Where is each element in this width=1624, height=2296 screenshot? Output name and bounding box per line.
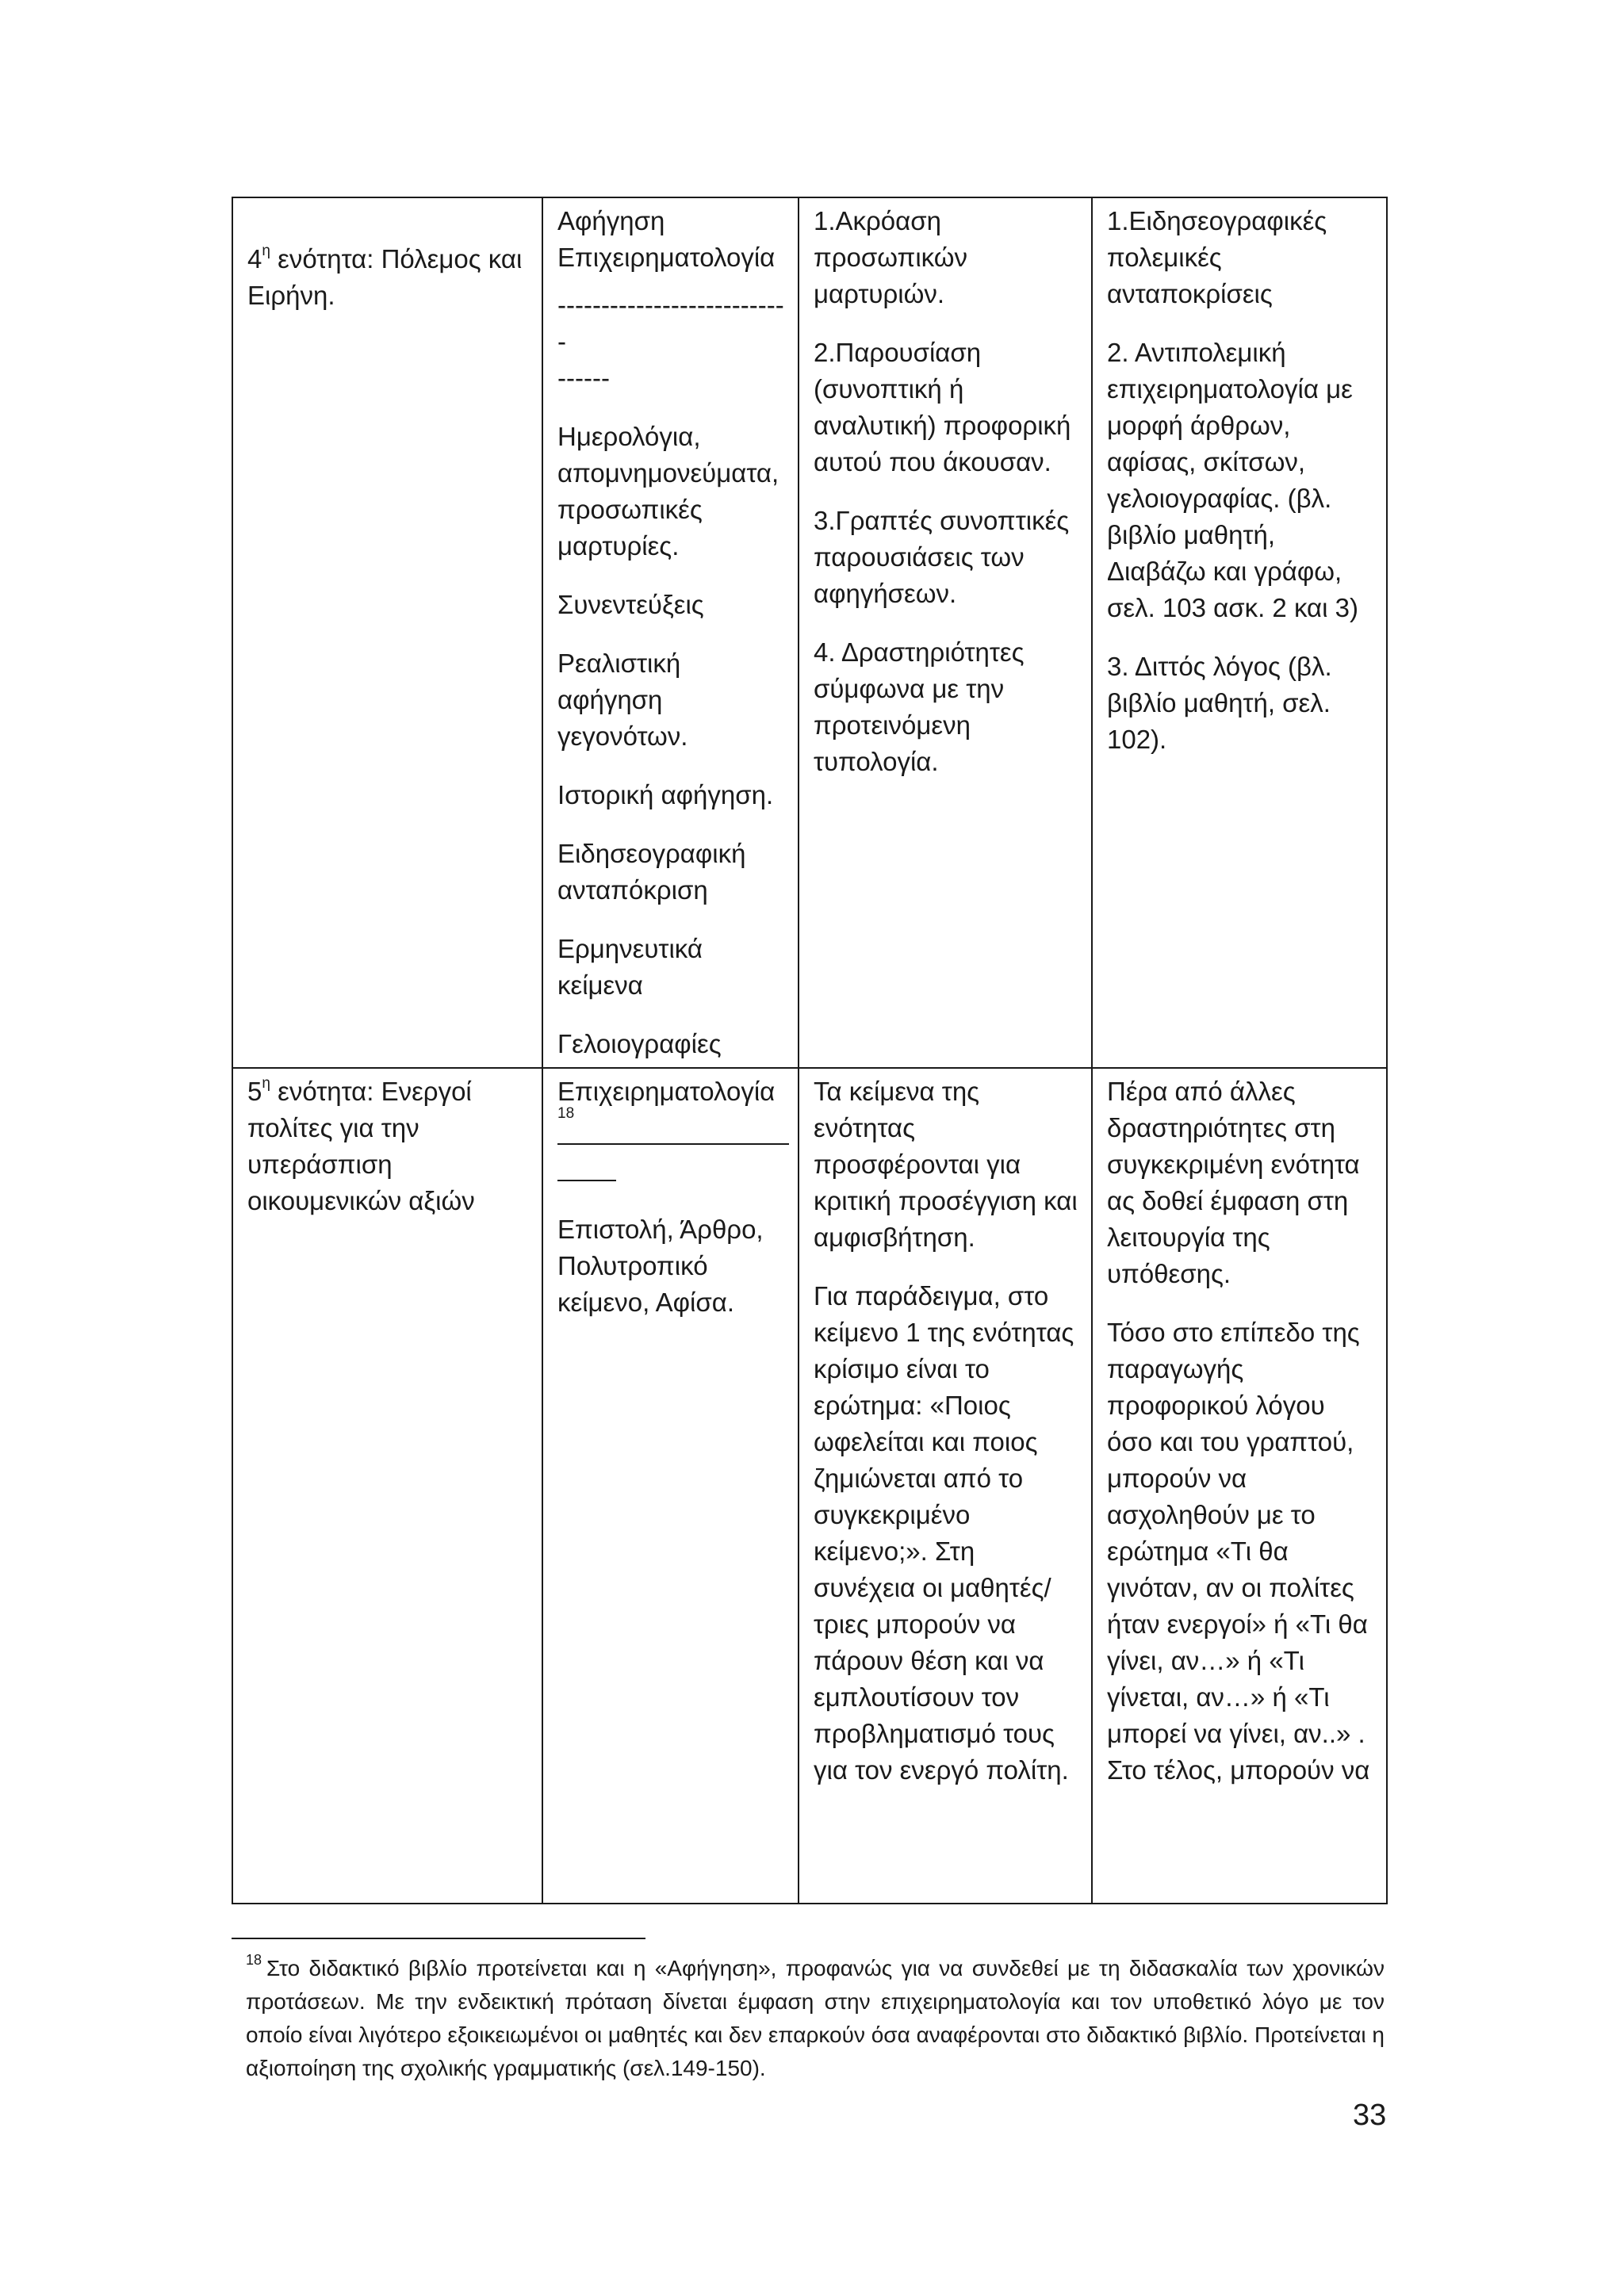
note-item: 1.Ειδησεογραφικές πολεμικές ανταποκρίσεις (1107, 206, 1327, 308)
notes-cell (1092, 1068, 1387, 1904)
genre-item: Ερμηνευτικά κείμενα (557, 934, 703, 1000)
genre-heading: Επιχειρηματολογία (557, 1077, 776, 1106)
unit-title: $4^\eta$ ενότητα: Πόλεμος και Ειρήνη. (247, 243, 523, 310)
text-genres-cell (542, 197, 799, 1068)
note-item: 3. Διττός λόγος (βλ. βιβλίο μαθητή, σελ. 102). (1107, 652, 1332, 754)
text-genres-cell (542, 1068, 799, 1904)
genre-heading: Επιχειρηματολογία (557, 243, 776, 272)
horizontal-rule (557, 1180, 616, 1181)
activities-cell (799, 1068, 1092, 1904)
curriculum-table (232, 197, 1388, 1904)
table-row-unit-4 (232, 197, 1387, 1068)
genre-item: Ειδησεογραφική ανταπόκριση (557, 839, 746, 905)
note-item: 2. Αντιπολεμική επιχειρηματολογία με μορφή άρθρων, αφίσας, σκίτσων, γελοιογραφίας. (βλ. βιβλίο μαθητή, Διαβάζω και γράφω, σελ. 103 ασκ. 2 και 3) (1107, 338, 1358, 622)
genre-item: Γελοιογραφίες (557, 1029, 722, 1058)
footnote-separator (232, 1938, 645, 1939)
notes-cell (1092, 197, 1387, 1068)
activity-item: 3.Γραπτές συνοπτικές παρουσιάσεις των αφηγήσεων. (814, 506, 1070, 608)
unit-title: $5^\eta$ ενότητα: Ενεργοί πολίτες για την υπεράσπιση οικουμενικών αξιών (247, 1075, 475, 1215)
unit-cell (232, 197, 542, 1068)
footnote (246, 1952, 1385, 2085)
note-item: Πέρα από άλλες δραστηριότητες στη συγκεκριμένη ενότητα ας δοθεί έμφαση στη λειτουργία της υπόθεσης. (1107, 1077, 1360, 1288)
footnote-number: 18 (246, 1951, 262, 1968)
page-number: 33 (1353, 2099, 1387, 2132)
activity-item: Για παράδειγμα, στο κείμενο 1 της ενότητας κρίσιμο είναι το ερώτημα: «Ποιος ωφελείται και ποιος ζημιώνεται από το συγκεκριμένο κείμενο;». Στη συνέχεια οι μαθητές/τριες μπορούν να πάρουν θέση και να εμπλουτίσουν τον προβληματισμό τους για τον ενεργό πολίτη. (814, 1281, 1074, 1785)
activity-item: 1.Ακρόαση προσωπικών μαρτυριών. (814, 206, 968, 308)
genre-item: Ιστορική αφήγηση. (557, 780, 774, 809)
rule-group (557, 1143, 785, 1181)
footnote-reference: 18 (557, 1105, 575, 1122)
genre-item: Ρεαλιστική αφήγηση γεγονότων. (557, 649, 688, 751)
genre-item: Επιστολή, Άρθρο, Πολυτροπικό κείμενο, Αφίσα. (557, 1215, 764, 1317)
footnote-text: Στο διδακτικό βιβλίο προτείνεται και η «Αφήγηση», προφανώς για να συνδεθεί με τη διδασκαλία των χρονικών προτάσεων. Με την ενδεικτική πρόταση δίνεται έμφαση στην επιχειρηματολογία και τον υποθετικό λόγο με τον οποίο είναι λιγότερο εξοικειωμένοι οι μαθητές και δεν επαρκούν όσα αναφέρονται στο διδακτικό βιβλίο. Προτείνεται η αξιοποίηση της σχολικής γραμματικής (σελ.149-150). (246, 1956, 1385, 2080)
unit-cell (232, 1068, 542, 1904)
note-item: Τόσο στο επίπεδο της παραγωγής προφορικού λόγου όσο και του γραπτού, μπορούν να ασχοληθούν με το ερώτημα «Τι θα γινόταν, αν οι πολίτες ήταν ενεργοί» ή «Τι θα γίνει, αν…» ή «Τι γίνεται, αν…» ή «Τι μπορεί να γίνει, αν..» . Στο τέλος, μπορούν να (1107, 1318, 1370, 1785)
dashed-divider: ------ (557, 363, 610, 392)
table-row-unit-5 (232, 1068, 1387, 1904)
genre-heading: Αφήγηση (557, 206, 665, 235)
horizontal-rule (557, 1143, 789, 1145)
activity-item: Τα κείμενα της ενότητας προσφέρονται για κριτική προσέγγιση και αμφισβήτηση. (814, 1077, 1078, 1252)
genre-item: Συνεντεύξεις (557, 590, 704, 619)
dashed-divider: --------------------------- (557, 290, 784, 356)
activities-cell (799, 197, 1092, 1068)
activity-item: 2.Παρουσίαση (συνοπτική ή αναλυτική) προφορική αυτού που άκουσαν. (814, 338, 1071, 476)
activity-item: 4. Δραστηριότητες σύμφωνα με την προτεινόμενη τυπολογία. (814, 637, 1025, 776)
genre-item: Ημερολόγια, απομνημονεύματα, προσωπικές μαρτυρίες. (557, 422, 779, 561)
